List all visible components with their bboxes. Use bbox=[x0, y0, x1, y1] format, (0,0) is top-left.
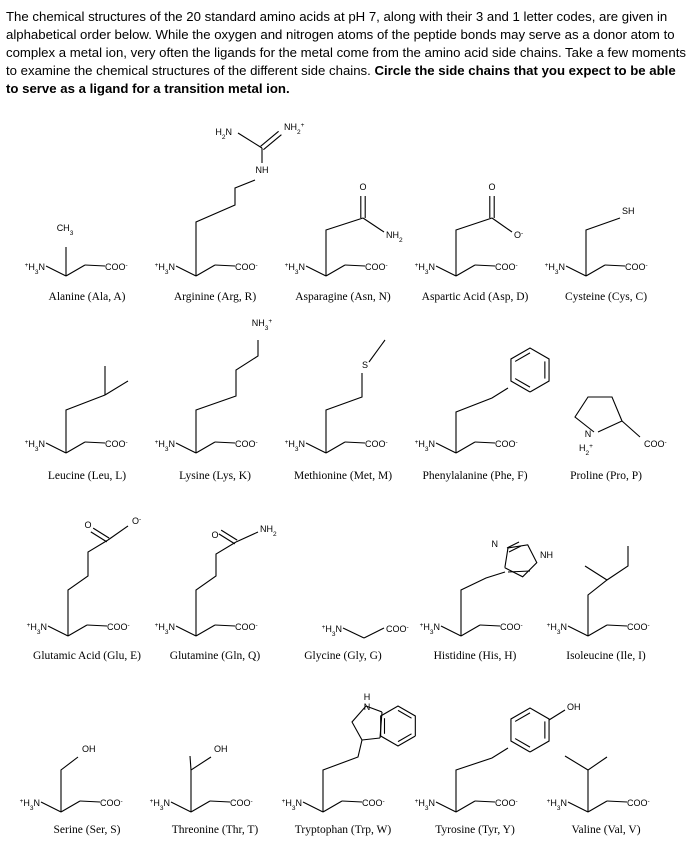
atom-label: O bbox=[84, 520, 92, 530]
bond bbox=[191, 801, 210, 812]
amine-label: $H_2^+$ bbox=[579, 442, 593, 457]
bond bbox=[91, 532, 107, 542]
amino-acid-name: Valine (Val, V) bbox=[571, 824, 641, 836]
carboxylate-label: COO- bbox=[625, 261, 648, 272]
atom-label: SH bbox=[622, 206, 635, 216]
bond bbox=[511, 348, 549, 392]
amino-acid-name: Glutamic Acid (Glu, E) bbox=[33, 650, 141, 662]
amino-acid-name: Threonine (Thr, T) bbox=[171, 824, 259, 836]
bond bbox=[215, 265, 235, 266]
amino-acid-4 bbox=[545, 206, 648, 303]
amine-label: $^+H_3N$ bbox=[414, 797, 435, 812]
bond bbox=[41, 802, 61, 812]
carboxylate-label: COO- bbox=[235, 261, 258, 272]
bond bbox=[326, 265, 345, 276]
carboxylate-label: COO- bbox=[107, 621, 130, 632]
bond bbox=[48, 626, 68, 636]
amino-acid-name: Lysine (Lys, K) bbox=[179, 470, 251, 482]
amine-label: $^+H_3N$ bbox=[26, 621, 47, 636]
bond bbox=[85, 442, 105, 443]
bond bbox=[176, 626, 196, 636]
carboxylate-label: COO- bbox=[644, 438, 667, 449]
bond bbox=[607, 625, 627, 626]
bond bbox=[176, 443, 196, 453]
bond bbox=[306, 443, 326, 453]
bond bbox=[363, 218, 384, 232]
bond bbox=[568, 626, 588, 636]
bond bbox=[398, 710, 412, 718]
bond bbox=[588, 757, 607, 812]
atom-label: OH bbox=[82, 744, 96, 754]
carboxylate-label: COO- bbox=[105, 261, 128, 272]
amino-acid-1 bbox=[155, 122, 305, 304]
atom-label: OH bbox=[567, 702, 581, 712]
carboxylate-label: COO- bbox=[500, 621, 523, 632]
bond bbox=[221, 530, 237, 540]
bond bbox=[93, 528, 109, 538]
amino-acid-name: Phenylalanine (Phe, F) bbox=[422, 470, 528, 482]
bond bbox=[85, 265, 105, 266]
amino-acid-name: Methionine (Met, M) bbox=[293, 470, 393, 482]
bond bbox=[171, 802, 191, 812]
bond bbox=[196, 542, 236, 636]
bond bbox=[575, 397, 622, 432]
amino-acid-12 bbox=[304, 624, 408, 663]
bond bbox=[196, 265, 215, 276]
bond bbox=[191, 757, 211, 812]
bond bbox=[475, 801, 495, 802]
bond bbox=[343, 628, 364, 638]
amino-acid-name: Alanine (Ala, A) bbox=[48, 291, 126, 303]
bond bbox=[196, 442, 215, 453]
bond bbox=[326, 373, 362, 453]
carboxylate-label: COO- bbox=[495, 261, 518, 272]
bond bbox=[605, 265, 625, 266]
atom-label: $NH_2$ bbox=[386, 230, 403, 244]
amino-acid-18 bbox=[415, 702, 581, 836]
atom-label: N bbox=[491, 539, 498, 549]
bond bbox=[515, 379, 530, 388]
bond bbox=[345, 265, 365, 266]
atom-label: H bbox=[363, 692, 371, 702]
bond bbox=[436, 266, 456, 276]
bond bbox=[105, 381, 128, 395]
bond bbox=[475, 265, 495, 266]
carboxylate-label: COO- bbox=[235, 621, 258, 632]
bond bbox=[588, 625, 607, 636]
atom-label: $NH_2$ bbox=[260, 524, 277, 538]
bond bbox=[511, 708, 549, 752]
bond bbox=[196, 625, 215, 636]
amine-label: $^+H_3N$ bbox=[19, 797, 40, 812]
bond bbox=[345, 442, 365, 443]
carboxylate-label: COO- bbox=[362, 797, 385, 808]
amine-label: $^+H_3N$ bbox=[24, 438, 45, 453]
bond bbox=[565, 756, 588, 770]
atom-label: NH bbox=[255, 165, 269, 175]
amine-label: $^+H_3N$ bbox=[546, 621, 567, 636]
atom-label: N bbox=[363, 702, 371, 712]
bond bbox=[66, 395, 105, 453]
bond bbox=[87, 625, 107, 626]
amine-label: $^+H_3N$ bbox=[24, 261, 45, 276]
amino-acid-name: Aspartic Acid (Asp, D) bbox=[421, 291, 529, 303]
bond bbox=[475, 442, 495, 443]
amino-acid-0 bbox=[25, 223, 128, 303]
carboxylate-label: COO- bbox=[495, 797, 518, 808]
bond bbox=[219, 534, 235, 544]
atom-label: NH bbox=[540, 550, 553, 560]
bond bbox=[176, 266, 196, 276]
amino-acid-14 bbox=[547, 546, 650, 662]
bond bbox=[461, 625, 480, 636]
amino-acid-9 bbox=[570, 397, 667, 482]
amine-label: $^+H_3N$ bbox=[414, 261, 435, 276]
atom-label: O- bbox=[514, 229, 524, 240]
amine-label: $^+H_3N$ bbox=[419, 621, 440, 636]
bond bbox=[68, 540, 108, 636]
amine-label: $^+H_3N$ bbox=[149, 797, 170, 812]
bond bbox=[515, 739, 530, 748]
bond bbox=[326, 218, 363, 276]
atom-label: O- bbox=[132, 515, 142, 526]
atom-label: O bbox=[488, 182, 496, 192]
instructions-text: The chemical structures of the 20 standard amino acids at pH 7, along with their 3 and 1 letter codes, are given in alphabetical order below. While the oxygen and nitrogen atoms of the peptide bonds may serve as a donor atom to complex a metal ion, very often the ligands for the metal come from the amino acid side chains. Take a few moments to examine the chemical structures of the different side chains. bbox=[6, 9, 686, 78]
bond bbox=[456, 218, 492, 276]
bond bbox=[196, 340, 258, 453]
bond bbox=[303, 802, 323, 812]
atom-label: S bbox=[361, 360, 369, 370]
amine-label: $^+H_3N$ bbox=[281, 797, 302, 812]
bond bbox=[436, 802, 456, 812]
bond bbox=[515, 353, 530, 362]
carboxylate-label: COO- bbox=[365, 261, 388, 272]
amino-acid-name: Serine (Ser, S) bbox=[53, 824, 121, 836]
bond bbox=[46, 443, 66, 453]
bond bbox=[66, 265, 85, 276]
amine-label: $^+H_3N$ bbox=[414, 438, 435, 453]
bond bbox=[585, 566, 607, 580]
bond bbox=[480, 625, 500, 626]
bond bbox=[398, 734, 412, 742]
carboxylate-label: COO- bbox=[100, 797, 123, 808]
carboxylate-label: COO- bbox=[495, 438, 518, 449]
atom-label: $NH_3^+$ bbox=[251, 317, 273, 332]
carboxylate-label: COO- bbox=[235, 438, 258, 449]
bond bbox=[369, 340, 385, 362]
bond bbox=[215, 625, 235, 626]
amino-acid-name: Isoleucine (Ile, I) bbox=[566, 650, 646, 662]
bond bbox=[323, 801, 342, 812]
carboxylate-label: COO- bbox=[365, 438, 388, 449]
atom-label: $NH_2^+$ bbox=[284, 121, 305, 136]
amino-acid-11 bbox=[155, 524, 277, 662]
bond bbox=[549, 710, 565, 720]
bond bbox=[586, 265, 605, 276]
amine-label: $^+H_3N$ bbox=[544, 261, 565, 276]
amino-acid-19 bbox=[547, 756, 650, 836]
bond bbox=[108, 526, 128, 540]
amine-label: $^+H_3N$ bbox=[154, 621, 175, 636]
atom-label: N bbox=[584, 429, 592, 439]
bond bbox=[568, 802, 588, 812]
carboxylate-label: COO- bbox=[105, 438, 128, 449]
bond bbox=[622, 421, 640, 437]
bond bbox=[46, 266, 66, 276]
amino-acid-16 bbox=[150, 744, 259, 836]
atom-label: $CH_3$ bbox=[56, 223, 74, 237]
carboxylate-label: COO- bbox=[627, 797, 650, 808]
bond bbox=[190, 756, 191, 770]
bond bbox=[456, 801, 475, 812]
amino-acid-name: Leucine (Leu, L) bbox=[47, 470, 127, 482]
amino-acid-17 bbox=[282, 692, 416, 836]
bond bbox=[342, 801, 362, 802]
bond bbox=[80, 801, 100, 802]
bond bbox=[364, 628, 384, 638]
amino-acid-name: Tyrosine (Tyr, Y) bbox=[435, 824, 515, 836]
bond bbox=[456, 442, 475, 453]
carboxylate-label: COO- bbox=[627, 621, 650, 632]
amino-acid-name: Arginine (Arg, R) bbox=[173, 291, 257, 303]
amine-label: $^+H_3N$ bbox=[154, 261, 175, 276]
atom-label: $H_2N$ bbox=[215, 127, 232, 141]
bond bbox=[66, 442, 85, 453]
amino-acid-3 bbox=[415, 182, 529, 303]
carboxylate-label: COO- bbox=[386, 623, 409, 634]
amino-acid-13 bbox=[420, 539, 553, 662]
bond bbox=[436, 443, 456, 453]
amino-acid-name: Proline (Pro, P) bbox=[570, 470, 642, 482]
bond bbox=[215, 442, 235, 443]
bond bbox=[515, 713, 530, 722]
bond bbox=[68, 625, 87, 636]
amino-acid-10 bbox=[27, 516, 142, 663]
amino-acid-15 bbox=[20, 744, 123, 836]
bond bbox=[588, 546, 628, 636]
atom-label: O bbox=[211, 530, 219, 540]
amino-acid-7 bbox=[285, 340, 393, 482]
bond bbox=[381, 706, 416, 746]
bond bbox=[362, 738, 380, 740]
amino-acid-name: Histidine (His, H) bbox=[433, 650, 517, 662]
amino-acid-name: Tryptophan (Trp, W) bbox=[294, 824, 392, 836]
amine-label: $^+H_3N$ bbox=[284, 261, 305, 276]
instructions-task: Circle the side chains that you expect to be able to serve as a ligand for a transition metal ion. bbox=[6, 63, 676, 96]
amine-label: $^+H_3N$ bbox=[154, 438, 175, 453]
bond bbox=[210, 801, 230, 802]
bond bbox=[492, 218, 512, 232]
amino-acid-name: Glutamine (Gln, Q) bbox=[169, 650, 261, 662]
bond bbox=[238, 133, 262, 148]
amine-label: $^+H_3N$ bbox=[321, 623, 342, 638]
atom-label: O bbox=[359, 182, 367, 192]
bond bbox=[588, 801, 607, 812]
bond bbox=[441, 626, 461, 636]
bond bbox=[586, 218, 620, 276]
amine-label: $^+H_3N$ bbox=[546, 797, 567, 812]
amino-acid-name: Cysteine (Cys, C) bbox=[564, 291, 648, 303]
atom-label: OH bbox=[214, 744, 228, 754]
bond bbox=[566, 266, 586, 276]
amino-acid-8 bbox=[415, 348, 549, 482]
bond bbox=[607, 801, 627, 802]
bond bbox=[306, 266, 326, 276]
bond bbox=[456, 265, 475, 276]
amino-acid-5 bbox=[25, 366, 128, 482]
amine-label: $^+H_3N$ bbox=[284, 438, 305, 453]
amino-acid-6 bbox=[155, 318, 273, 483]
bond bbox=[326, 442, 345, 453]
amino-acid-2 bbox=[285, 182, 403, 303]
bond bbox=[61, 801, 80, 812]
amino-acid-name: Asparagine (Asn, N) bbox=[295, 291, 391, 303]
carboxylate-label: COO- bbox=[230, 797, 253, 808]
bond bbox=[236, 532, 258, 542]
amino-acid-name: Glycine (Gly, G) bbox=[304, 650, 382, 662]
